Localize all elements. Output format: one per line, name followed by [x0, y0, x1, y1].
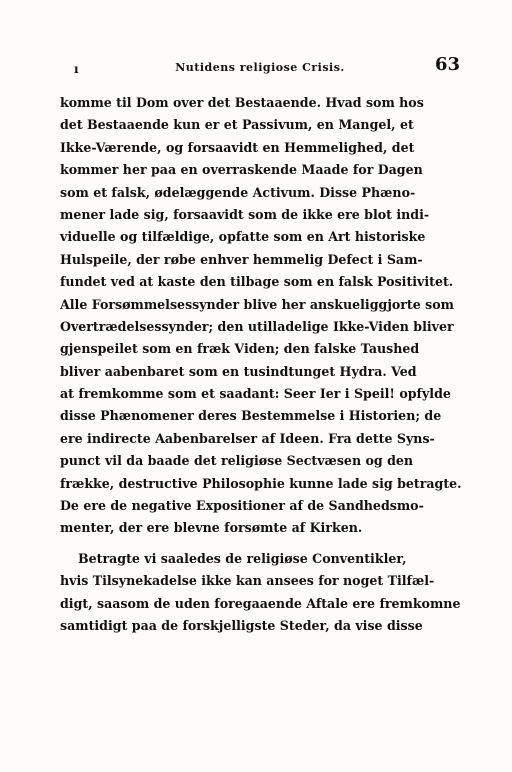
text-line: Hulspeile, der røbe enhver hemmelig Defect i Sam- — [60, 251, 423, 267]
text-line: Ikke-Værende, og forsaavidt en Hemmelighed, det — [60, 139, 415, 155]
text-line: menter, der ere blevne forsømte af Kirken. — [60, 520, 363, 536]
header-mark: ı — [74, 62, 79, 76]
paragraph-2 — [60, 548, 461, 638]
page-number: 63 — [434, 54, 460, 75]
text-line: Betragte vi saaledes de religiøse Conventikler, — [78, 550, 407, 566]
text-line: mener lade sig, forsaavidt som de ikke ere blot indi- — [60, 206, 430, 222]
text-line: det Bestaaende kun er et Passivum, en Mangel, et — [60, 117, 414, 133]
text-line: kommer her paa en overraskende Maade for Dagen — [60, 162, 423, 178]
text-line: viduelle og tilfældige, opfatte som en Art historiske — [60, 229, 426, 245]
text-line: komme til Dom over det Bestaaende. Hvad som hos — [60, 95, 424, 110]
text-line: at fremkomme som et saadant: Seer Ier i Speil! opfylde — [60, 386, 451, 402]
text-line: disse Phænomener deres Bestemmelse i Historien; de — [60, 408, 442, 424]
text-line: frække, destructive Philosophie kunne lade sig betragte. — [60, 475, 462, 491]
text-line: De ere de negative Expositioner af de Sandhedsmo- — [60, 498, 424, 514]
text-line: punct vil da baade det religiøse Sectvæsen og den — [60, 453, 414, 469]
text-line: som et falsk, ødelæggende Activum. Disse Phæno- — [60, 184, 416, 200]
text-line: Overtrædelsessynder; den utilladelige Ikke-Viden bliver — [60, 318, 454, 334]
text-line: samtidigt paa de forskjelligste Steder, da vise disse — [60, 617, 423, 633]
text-line: fundet ved at kaste den tilbage som en falsk Positivitet. — [60, 274, 454, 290]
text-line: Alle Forsømmelsessynder blive her anskueliggjorte som — [60, 296, 454, 312]
page-header — [60, 52, 460, 82]
body-text — [60, 92, 462, 637]
paragraph-gap — [60, 540, 400, 548]
text-line: ere indirecte Aabenbarelser af Ideen. Fra dette Syns- — [60, 430, 435, 446]
running-title: Nutidens religiose Crisis. — [175, 61, 345, 74]
text-line: hvis Tilsynekadelse ikke kan ansees for noget Tilfæl- — [60, 573, 435, 589]
paragraph-1 — [60, 92, 462, 540]
text-line: digt, saasom de uden foregaaende Aftale ere fremkomne — [60, 595, 461, 611]
text-line: bliver aabenbaret som en tusindtunget Hydra. Ved — [60, 363, 417, 379]
text-line: gjenspeilet som en fræk Viden; den falske Taushed — [60, 341, 420, 357]
